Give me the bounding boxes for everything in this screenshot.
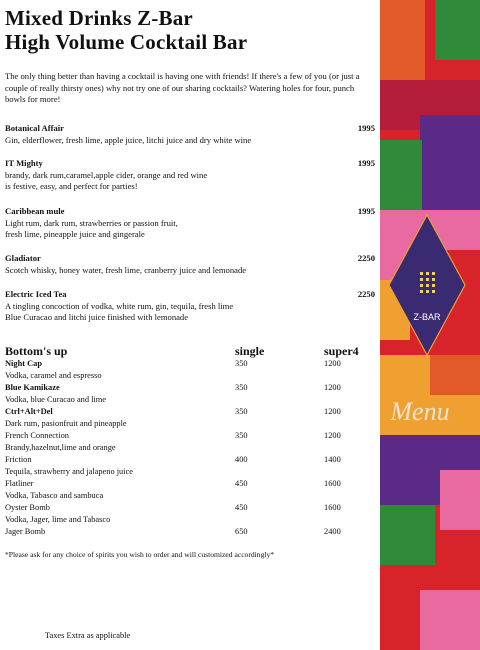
price-super4: 1600 xyxy=(324,479,341,488)
art-block xyxy=(420,590,480,650)
art-block xyxy=(380,505,435,565)
drink-description: Vodka, blue Curacao and lime xyxy=(5,395,107,404)
drink-description-row xyxy=(5,370,365,382)
drink-name: Oyster Bomb xyxy=(5,503,50,512)
column-single: single xyxy=(235,344,265,358)
item-price: 1995 xyxy=(357,206,375,216)
page-title xyxy=(5,6,247,54)
art-block xyxy=(435,0,480,60)
drink-row xyxy=(5,406,365,418)
item-name: Caribbean mule xyxy=(5,206,65,216)
drink-row xyxy=(5,478,365,490)
price-single: 350 xyxy=(235,407,248,416)
drink-name: Flatliner xyxy=(5,479,34,488)
item-name: IT Mighty xyxy=(5,158,43,168)
menu-item xyxy=(5,158,375,193)
item-name: Botanical Affair xyxy=(5,123,64,133)
item-description: A tingling concoction of vodka, white rum, gin, tequila, fresh lime xyxy=(5,300,234,311)
drink-description-row xyxy=(5,394,365,406)
menu-script: Menu xyxy=(390,397,450,426)
drink-row xyxy=(5,526,365,538)
drink-description-row xyxy=(5,418,365,430)
drink-name: French Connection xyxy=(5,431,69,440)
column-super4: super4 xyxy=(324,344,359,358)
price-super4: 2400 xyxy=(324,527,341,536)
price-super4: 1200 xyxy=(324,407,341,416)
drink-name: Night Cap xyxy=(5,359,42,368)
art-block xyxy=(420,115,480,210)
drink-description: Dark rum, pasionfruit and pineapple xyxy=(5,419,127,428)
price-single: 400 xyxy=(235,455,248,464)
menu-item xyxy=(5,253,375,276)
menu-item xyxy=(5,123,375,146)
item-description: is festive, easy, and perfect for parties! xyxy=(5,181,138,192)
price-single: 350 xyxy=(235,383,248,392)
drink-row xyxy=(5,430,365,442)
drink-name: Friction xyxy=(5,455,32,464)
drink-description: Brandy,hazelnut,lime and orange xyxy=(5,443,116,452)
drink-name: Jager Bomb xyxy=(5,527,46,536)
spirits-note: *Please ask for any choice of spirits you wish to order and will customized accordingly* xyxy=(5,550,275,559)
item-description: Light rum, dark rum, strawberries or passion fruit, xyxy=(5,217,178,228)
price-single: 450 xyxy=(235,503,248,512)
art-block xyxy=(380,0,425,80)
item-description: Gin, elderflower, fresh lime, apple juice, litchi juice and dry white wine xyxy=(5,134,252,145)
drink-description: Tequila, strawberry and jalapeno juice xyxy=(5,467,134,476)
decorative-art-panel xyxy=(380,0,480,650)
item-name: Gladiator xyxy=(5,253,41,263)
drink-description-row xyxy=(5,442,365,454)
price-single: 650 xyxy=(235,527,248,536)
drink-description-row xyxy=(5,490,365,502)
drink-row xyxy=(5,358,365,370)
price-super4: 1600 xyxy=(324,503,341,512)
drink-description-row xyxy=(5,514,365,526)
drink-description: Vodka, Jager, lime and Tabasco xyxy=(5,515,111,524)
item-price: 2250 xyxy=(357,289,375,299)
price-single: 350 xyxy=(235,431,248,440)
item-description: Scotch whisky, honey water, fresh lime, cranberry juice and lemonade xyxy=(5,264,247,275)
title-line-1: Mixed Drinks Z-Bar xyxy=(5,6,193,30)
item-price: 2250 xyxy=(357,253,375,263)
price-super4: 1400 xyxy=(324,455,341,464)
drink-description: Vodka, caramel and espresso xyxy=(5,371,102,380)
art-block xyxy=(440,470,480,530)
art-block xyxy=(430,355,480,395)
title-line-2: High Volume Cocktail Bar xyxy=(5,30,248,54)
drink-row xyxy=(5,454,365,466)
item-description: fresh lime, pineapple juice and gingerale xyxy=(5,229,145,240)
price-super4: 1200 xyxy=(324,431,341,440)
art-block xyxy=(380,140,422,210)
drink-name: Ctrl+Alt+Del xyxy=(5,407,53,416)
drink-row xyxy=(5,502,365,514)
item-description: Blue Curacao and litchi juice finished with lemonade xyxy=(5,312,189,323)
drink-description: Vodka, Tabasco and sambuca xyxy=(5,491,104,500)
menu-item xyxy=(5,289,375,324)
drink-row xyxy=(5,382,365,394)
drink-description-row xyxy=(5,466,365,478)
price-single: 350 xyxy=(235,359,248,368)
tax-note: Taxes Extra as applicable xyxy=(45,631,131,640)
item-price: 1995 xyxy=(357,158,375,168)
bottoms-heading: Bottom's up xyxy=(5,344,68,358)
intro-text: The only thing better than having a cocktail is having one with friends! If there's a few of you (or just a couple of really thirsty ones) why not try one of our sharing cocktails? Watering holes for four, punch bowls for more! xyxy=(5,71,360,105)
zbar-logo: Z-BAR xyxy=(413,312,441,322)
menu-item xyxy=(5,206,375,241)
item-name: Electric Iced Tea xyxy=(5,289,67,299)
price-super4: 1200 xyxy=(324,383,341,392)
item-description: brandy, dark rum,caramel,apple cider, orange and red wine xyxy=(5,169,208,180)
price-super4: 1200 xyxy=(324,359,341,368)
price-single: 450 xyxy=(235,479,248,488)
item-price: 1995 xyxy=(357,123,375,133)
drink-name: Blue Kamikaze xyxy=(5,383,60,392)
